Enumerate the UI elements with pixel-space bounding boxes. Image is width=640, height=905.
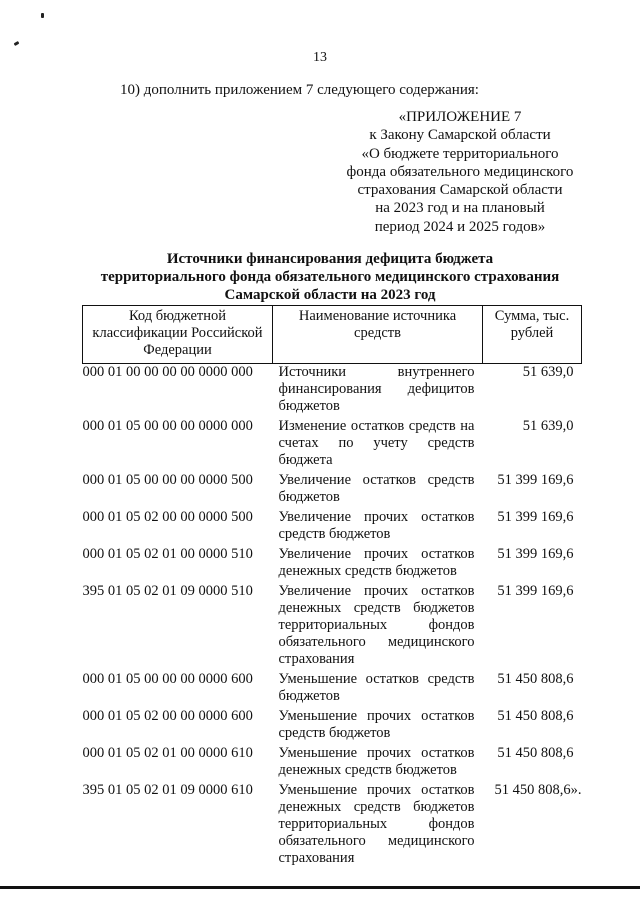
table-title-line: Самарской области на 2023 год (224, 287, 436, 303)
source-name: Уменьшение прочих остатков средств бюджетов (278, 708, 475, 741)
table-row (83, 418, 582, 472)
header-sum: Сумма, тыс. рублей (483, 306, 582, 364)
table-row (83, 509, 582, 546)
sum-value: 51 399 169,6 (497, 546, 574, 562)
source-name: Увеличение прочих остатков денежных средств бюджетов территориальных фондов обязательного медицинского страхования (278, 583, 475, 667)
appendix-header-line: период 2024 и 2025 годов» (374, 218, 546, 235)
appendix-header-line: «ПРИЛОЖЕНИЕ 7 (398, 109, 522, 125)
budget-code: 000 01 05 02 00 00 0000 500 (82, 509, 253, 525)
table-row (83, 782, 582, 869)
source-name: Источники внутреннего финансирования дефицитов бюджетов (278, 364, 475, 414)
source-name: Увеличение прочих остатков денежных средств бюджетов (278, 546, 475, 579)
budget-code: 000 01 05 00 00 00 0000 000 (82, 418, 253, 434)
sum-value: 51 450 808,6 (497, 745, 574, 761)
budget-code: 000 01 00 00 00 00 0000 000 (82, 364, 253, 380)
source-name: Уменьшение прочих остатков денежных средств бюджетов (278, 745, 475, 778)
appendix-header-line: на 2023 год и на плановый (375, 200, 545, 217)
sum-value: 51 399 169,6 (497, 583, 574, 599)
sum-value: 51 399 169,6 (497, 472, 574, 488)
budget-code: 000 01 05 00 00 00 0000 600 (82, 671, 253, 687)
table-row (83, 671, 582, 708)
table-row (83, 745, 582, 782)
budget-code: 000 01 05 00 00 00 0000 500 (82, 472, 253, 488)
financing-sources-table (82, 305, 582, 869)
sum-value: 51 450 808,6». (494, 782, 582, 798)
table-row (83, 708, 582, 745)
sum-value: 51 399 169,6 (497, 509, 574, 525)
amendment-intro: 10) дополнить приложением 7 следующего содержания: (120, 82, 479, 98)
table-title-line: территориального фонда обязательного медицинского страхования (100, 269, 560, 285)
sum-value: 51 450 808,6 (497, 708, 574, 724)
table-row (83, 546, 582, 583)
source-name: Изменение остатков средств на счетах по учету средств бюджета (278, 418, 475, 468)
sum-value: 51 639,0 (522, 364, 574, 380)
page-number: 13 (313, 50, 327, 65)
table-row (83, 472, 582, 509)
table-title-line: Источники финансирования дефицита бюджета (166, 251, 494, 267)
source-name: Уменьшение остатков средств бюджетов (278, 671, 475, 704)
budget-code: 395 01 05 02 01 09 0000 510 (82, 583, 253, 599)
scan-bottom-edge (0, 886, 640, 889)
budget-code: 395 01 05 02 01 09 0000 610 (82, 782, 253, 798)
appendix-header-line: «О бюджете территориального (361, 145, 559, 162)
sum-value: 51 450 808,6 (497, 671, 574, 687)
header-source-name: Наименование источника средств (273, 306, 483, 364)
appendix-header-line: к Закону Самарской области (369, 127, 551, 144)
scan-mark (14, 41, 20, 46)
appendix-header (325, 108, 595, 236)
scan-mark (41, 13, 44, 18)
budget-code: 000 01 05 02 01 00 0000 610 (82, 745, 253, 761)
sum-value: 51 639,0 (522, 418, 574, 434)
table-row (83, 364, 582, 419)
table-title (60, 250, 600, 304)
appendix-header-line: фонда обязательного медицинского (346, 163, 574, 180)
budget-code: 000 01 05 02 00 00 0000 600 (82, 708, 253, 724)
source-name: Увеличение прочих остатков средств бюджетов (278, 509, 475, 542)
source-name: Уменьшение прочих остатков денежных средств бюджетов территориальных фондов обязательного медицинского страхования (278, 782, 475, 866)
appendix-header-line: страхования Самарской области (357, 182, 563, 199)
budget-code: 000 01 05 02 01 00 0000 510 (82, 546, 253, 562)
header-budget-code: Код бюджетной классификации Российской Федерации (83, 306, 273, 364)
table-row (83, 583, 582, 671)
table-header-row (83, 306, 582, 364)
source-name: Увеличение остатков средств бюджетов (278, 472, 475, 505)
